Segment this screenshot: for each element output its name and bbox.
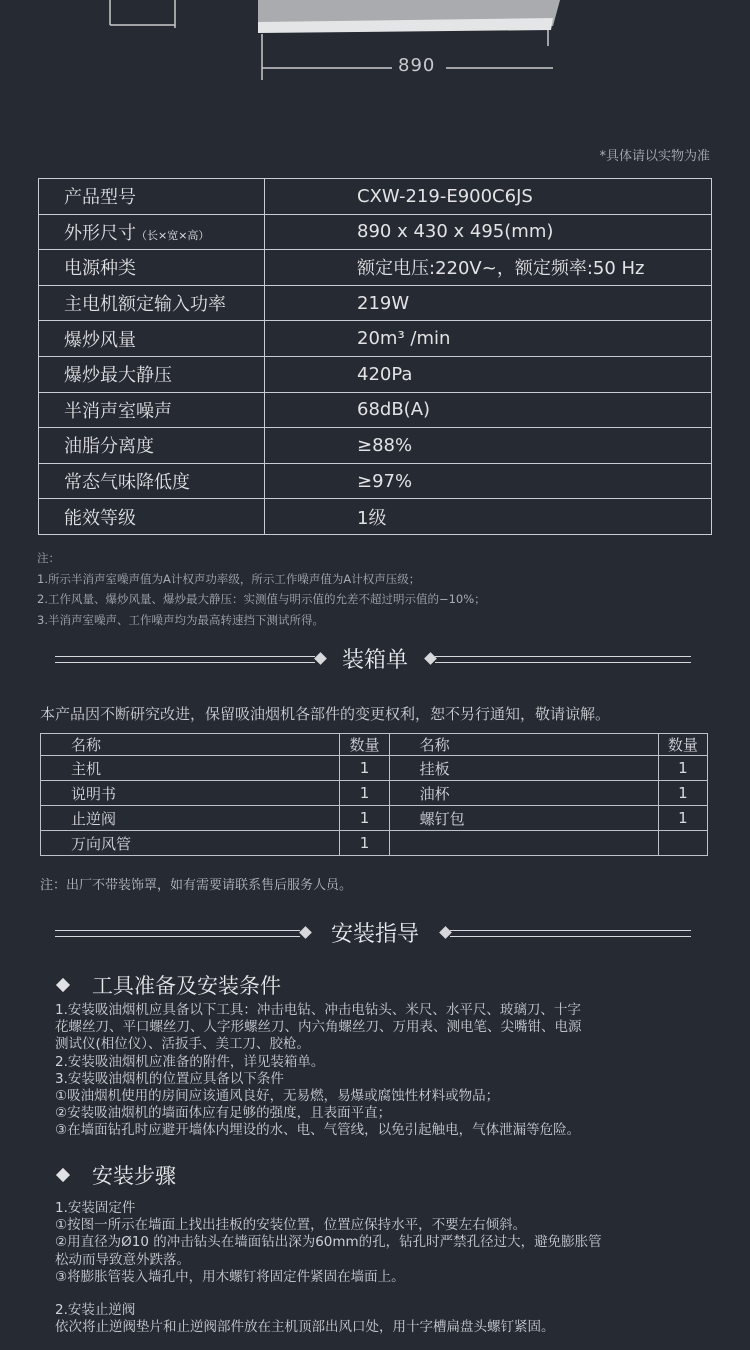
spec-value: CXW-219-E900C6JS: [265, 179, 712, 215]
item-qty: 1: [658, 756, 707, 781]
steps-block-2: [55, 1302, 715, 1336]
text-line: ①按图一所示在墙面上找出挂板的安装位置，位置应保持水平，不要左右倾斜。: [55, 1217, 527, 1234]
spec-key-suffix: （长×宽×高）: [136, 228, 210, 242]
spec-row: [39, 428, 712, 464]
divider-line: [450, 930, 691, 937]
item-qty: 1: [340, 831, 389, 856]
steps-heading: [55, 1160, 176, 1190]
item-name: 万向风管: [41, 831, 340, 856]
text-line: 测试仪(相位仪）、活扳手、美工刀、胶枪。: [55, 1036, 311, 1053]
table-row: [41, 781, 708, 806]
item-name: 止逆阀: [41, 806, 340, 831]
spec-value: 219W: [265, 285, 712, 321]
spec-key: 电源种类: [39, 250, 265, 286]
text-line: 1.安装吸油烟机应具备以下工具：冲击电钻、冲击电钻头、米尺、水平尺、玻璃刀、十字: [55, 1002, 581, 1018]
text-line: 依次将止逆阀垫片和止逆阀部件放在主机顶部出风口处，用十字槽扁盘头螺钉紧固。: [55, 1319, 555, 1336]
text-line: 松动而导致意外跌落。: [55, 1251, 190, 1268]
diamond-bullet-icon: [56, 1168, 70, 1182]
product-drawing: [0, 0, 750, 90]
diamond-bullet-icon: [56, 978, 70, 992]
item-name: 主机: [41, 756, 340, 781]
spec-value: 额定电压:220V~，额定频率:50 Hz: [265, 250, 712, 286]
text-line: ③将膨胀管装入墙孔中，用木螺钉将固定件紧固在墙面上。: [55, 1268, 405, 1285]
item-qty: 1: [658, 781, 707, 806]
spec-row: [39, 356, 712, 392]
item-name: [389, 831, 658, 856]
heading-text: 工具准备及安装条件: [92, 974, 281, 998]
spec-row: [39, 392, 712, 428]
tools-heading: [55, 970, 281, 1000]
table-row: [41, 806, 708, 831]
item-qty: 1: [340, 806, 389, 831]
item-qty: [658, 831, 707, 856]
item-qty: 1: [340, 756, 389, 781]
tools-paragraph: [55, 1002, 715, 1140]
spec-table: [38, 178, 712, 535]
spec-value: 890 x 430 x 495(mm): [265, 214, 712, 250]
text-line: ②安装吸油烟机的墙面体应有足够的强度，且表面平直；: [55, 1105, 392, 1122]
packing-section-header: [0, 643, 750, 673]
spec-key: 半消声室噪声: [39, 392, 265, 428]
install-section-header: [0, 917, 750, 947]
spec-value: 420Pa: [265, 356, 712, 392]
note-line: 1.所示半消声室噪声值为A计权声功率级，所示工作噪声值为A计权声压级；: [37, 571, 421, 586]
note-line: 注：: [37, 551, 60, 565]
column-header-qty: 数量: [340, 734, 389, 756]
note-line: 3.半消声室噪声、工作噪声均为最高转速挡下测试所得。: [37, 612, 324, 627]
spec-value: 68dB(A): [265, 392, 712, 428]
steps-block-1: [55, 1200, 715, 1286]
table-row: [41, 756, 708, 781]
spec-key: 主电机额定输入功率: [39, 285, 265, 321]
packing-table: [40, 733, 708, 856]
item-name: 挂板: [389, 756, 658, 781]
text-line: 1.安装固定件: [55, 1200, 136, 1216]
packing-note: 注：出厂不带装饰罩，如有需要请联系售后服务人员。: [40, 878, 353, 893]
section-title: 装箱单: [341, 648, 408, 673]
spec-row: [39, 321, 712, 357]
spec-key: 常态气味降低度: [39, 463, 265, 499]
spec-row: [39, 179, 712, 215]
packing-intro: 本产品因不断研究改进，保留吸油烟机各部件的变更权利，恕不另行通知，敬请谅解。: [40, 705, 611, 723]
item-name: 螺钉包: [389, 806, 658, 831]
heading-text: 安装步骤: [92, 1164, 176, 1188]
spec-key: 爆炒最大静压: [39, 356, 265, 392]
range-hood-dimension-drawing: [0, 0, 750, 90]
text-line: 3.安装吸油烟机的位置应具备以下条件: [55, 1070, 284, 1087]
spec-row: [39, 285, 712, 321]
text-line: ①吸油烟机使用的房间应该通风良好，无易燃，易爆或腐蚀性材料或物品；: [55, 1088, 500, 1105]
column-header-qty: 数量: [658, 734, 707, 756]
text-line: 2.安装止逆阀: [55, 1302, 136, 1318]
spec-value: ≥88%: [265, 428, 712, 464]
dimension-label: 890: [398, 55, 436, 76]
spec-row: [39, 463, 712, 499]
spec-key: 能效等级: [39, 499, 265, 535]
note-line: 2.工作风量、爆炒风量、爆炒最大静压：实测值与明示值的允差不超过明示值的−10%；: [37, 592, 486, 606]
spec-value: 1级: [265, 499, 712, 535]
spec-row: [39, 250, 712, 286]
spec-key: 爆炒风量: [39, 321, 265, 357]
spec-value: 20m³ /min: [265, 321, 712, 357]
table-header-row: [41, 734, 708, 756]
spec-notes: [37, 548, 727, 630]
text-line: 花螺丝刀、平口螺丝刀、人字形螺丝刀、内六角螺丝刀、万用表、测电笔、尖嘴钳、电源: [55, 1019, 582, 1036]
spec-key: 产品型号: [39, 179, 265, 215]
column-header-name: 名称: [389, 734, 658, 756]
text-line: 2.安装吸油烟机应准备的附件，详见装箱单。: [55, 1053, 325, 1070]
text-line: ③在墙面钻孔时应避开墙体内埋设的水、电、气管线，以免引起触电，气体泄漏等危险。: [55, 1122, 581, 1139]
item-name: 油杯: [389, 781, 658, 806]
text-line: ②用直径为Ø10 的冲击钻头在墙面钻出深为60mm的孔，钻孔时严禁孔径过大，避免膨胀管: [55, 1234, 602, 1251]
disclaimer-note: *具体请以实物为准: [599, 149, 710, 164]
item-qty: 1: [658, 806, 707, 831]
spec-key: 外形尺寸（长×宽×高）: [39, 214, 265, 250]
column-header-name: 名称: [41, 734, 340, 756]
divider-line: [435, 656, 691, 663]
spec-value: ≥97%: [265, 463, 712, 499]
spec-row: [39, 214, 712, 250]
item-name: 说明书: [41, 781, 340, 806]
spec-key: 油脂分离度: [39, 428, 265, 464]
table-row: [41, 831, 708, 856]
item-qty: 1: [340, 781, 389, 806]
section-title: 安装指导: [330, 922, 419, 947]
spec-row: [39, 499, 712, 535]
